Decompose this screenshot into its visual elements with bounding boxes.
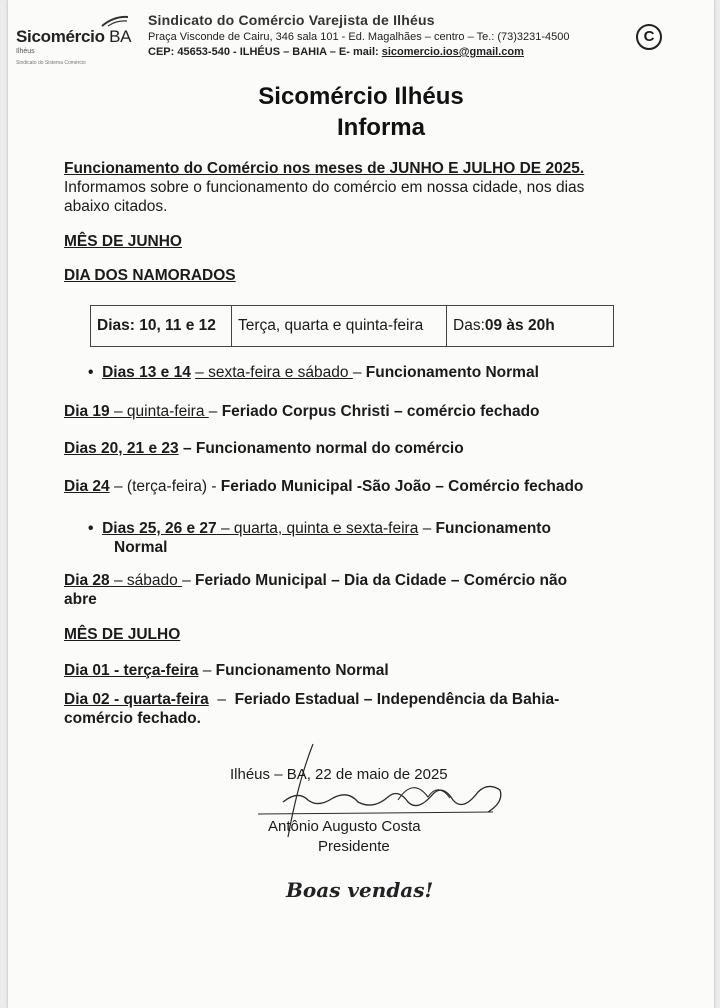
list-item-continuation: Normal — [114, 539, 168, 556]
logo-city: Ilhéus — [16, 48, 35, 55]
bullet-icon: • — [88, 364, 94, 381]
intro-body-2: abaixo citados. — [64, 198, 168, 215]
document-page — [8, 0, 714, 1008]
org-title: Sindicato do Comércio Varejista de Ilhéus — [148, 12, 435, 28]
list-item: Dia 02 - quarta-feira – Feriado Estadual – Independência da Bahia- — [64, 691, 560, 708]
doc-title: Sicomércio Ilhéus — [258, 83, 464, 110]
org-address: Praça Visconde de Cairu, 346 sala 101 - Ed. Magalhães – centro – Te.: (73)3231-4500 — [148, 31, 570, 43]
list-item: Dia 28 – sábado – Feriado Municipal – Dia da Cidade – Comércio não — [64, 572, 568, 589]
copyright-icon: C — [636, 24, 662, 50]
namorados-table — [90, 305, 614, 347]
list-item-continuation: comércio fechado. — [64, 710, 201, 727]
list-item-continuation: abre — [64, 591, 97, 608]
list-item: • Dias 25, 26 e 27 – quarta, quinta e sexta-feira – Funcionamento — [88, 520, 551, 537]
list-item: • Dias 13 e 14 – sexta-feira e sábado – Funcionamento Normal — [88, 364, 539, 381]
logo-ba: BA — [109, 27, 132, 46]
sicomercio-logo — [16, 27, 131, 47]
list-item: Dia 19 – quinta-feira – Feriado Corpus Christi – comércio fechado — [64, 403, 540, 420]
signatory-name: Antônio Augusto Costa — [268, 818, 421, 835]
table-days: Dias: 10, 11 e 12 — [91, 306, 232, 346]
signature-date: Ilhéus – BA, 22 de maio de 2025 — [230, 766, 448, 783]
july-heading: MÊS DE JULHO — [64, 626, 181, 643]
list-item: Dia 24 – (terça-feira) - Feriado Municipal -São João – Comércio fechado — [64, 478, 584, 495]
bullet-icon: • — [88, 520, 94, 537]
namorados-heading: DIA DOS NAMORADOS — [64, 267, 236, 284]
signatory-role: Presidente — [318, 838, 390, 855]
org-email[interactable]: sicomercio.ios@gmail.com — [381, 46, 524, 58]
org-contact — [148, 46, 524, 58]
june-heading: MÊS DE JUNHO — [64, 233, 182, 250]
table-weekdays: Terça, quarta e quinta-feira — [232, 306, 447, 346]
intro-body-1: Informamos sobre o funcionamento do comércio em nossa cidade, nos dias — [64, 179, 585, 196]
closing-message: Boas vendas! — [286, 878, 434, 902]
list-item: Dias 20, 21 e 23 – Funcionamento normal do comércio — [64, 440, 464, 457]
list-item: Dia 01 - terça-feira – Funcionamento Normal — [64, 662, 389, 679]
logo-subtitle: Sindicato do Sistema Comércio — [16, 60, 86, 66]
intro-heading: Funcionamento do Comércio nos meses de JUNHO E JULHO DE 2025. — [64, 160, 585, 177]
logo-swoosh-icon — [100, 14, 130, 28]
org-cep: CEP: 45653-540 - ILHÉUS – BAHIA – E- mail: — [148, 46, 379, 58]
logo-name: Sicomércio — [16, 27, 105, 46]
doc-subtitle: Informa — [336, 114, 425, 141]
table-hours: Das: 09 às 20h — [453, 317, 555, 334]
